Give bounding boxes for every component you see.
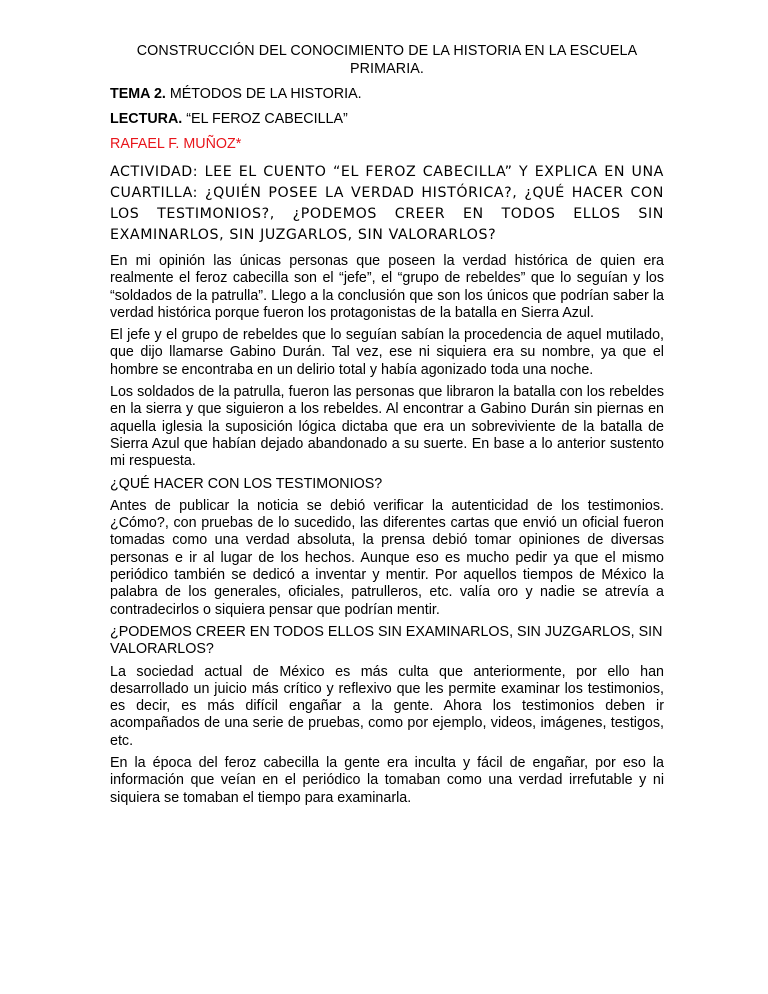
topic-text: MÉTODOS DE LA HISTORIA. bbox=[169, 86, 362, 102]
reading-text: “EL FEROZ CABECILLA” bbox=[186, 111, 348, 127]
activity-instructions: ACTIVIDAD: LEE EL CUENTO “EL FEROZ CABECILLA” Y EXPLICA EN UNA CUARTILLA: ¿QUIÉN POSEE LA VERDAD HISTÓRICA?, ¿QUÉ HACER CON LOS TESTIMONIOS?, ¿PODEMOS CREER EN TODOS ELLOS SIN EXAMINARLOS, SIN JUZGARLOS, SIN VALORARLOS? bbox=[110, 164, 664, 243]
topic-label: TEMA 2. bbox=[110, 86, 166, 102]
body-paragraph: En la época del feroz cabecilla la gente era inculta y fácil de engañar, por eso la información que veían en el periódico la tomaban como una verdad irrefutable y ni siquiera se tomaban el tiempo para examinarla. bbox=[110, 755, 664, 806]
body-paragraph: En mi opinión las únicas personas que poseen la verdad histórica de quien era realmente el feroz cabecilla son el “jefe”, el “grupo de rebeldes” que lo seguían y los “soldados de la patrulla”. Llego a la conclusión que son los únicos que podrían saber la verdad histórica porque fueron los protagonistas de la batalla en Sierra Azul. bbox=[110, 253, 664, 321]
body-paragraph: La sociedad actual de México es más culta que anteriormente, por ello han desarrollado un juicio más crítico y reflexivo que les permite examinar los testimonios, es decir, es más difícil engañar a la gente. Ahora los testimonios deben ir acompañados de una serie de pruebas, como por ejemplo, videos, imágenes, testigos, etc. bbox=[110, 663, 664, 749]
document-page bbox=[110, 42, 664, 812]
body-paragraph: El jefe y el grupo de rebeldes que lo seguían sabían la procedencia de aquel mutilado, que dijo llamarse Gabino Durán. Tal vez, ese ni siquiera era su nombre, ya que el hombre se encontraba en un delirio total y había agonizado toda una noche. bbox=[110, 327, 664, 378]
body-paragraph: Los soldados de la patrulla, fueron las personas que libraron la batalla con los rebeldes en la sierra y que siguieron a los rebeldes. Al encontrar a Gabino Durán sin piernas en aquella iglesia la suposición lógica dictaba que era un sobreviviente de la batalla de Sierra Azul que habían dejado abandonado a su suerte. En base a lo anterior sustento mi respuesta. bbox=[110, 384, 664, 470]
reading-label: LECTURA. bbox=[110, 111, 183, 127]
reading-line bbox=[110, 110, 664, 128]
body-paragraph: Antes de publicar la noticia se debió verificar la autenticidad de los testimonios. ¿Cómo?, con pruebas de lo sucedido, las diferentes cartas que envió un oficial fueron tomadas como una verdad absoluta, la prensa debió tomar opiniones de diversas personas e ir al lugar de los hechos. Aunque eso es mucho pedir ya que el mismo periódico también se dedicó a inventar y mentir. Por aquellos tiempos de México la palabra de los generales, oficiales, patrulleros, etc. valía oro y nadie se atrevía a contradecirlos o siquiera pensar que podrían mentir. bbox=[110, 497, 664, 618]
section-heading-creer: ¿PODEMOS CREER EN TODOS ELLOS SIN EXAMINARLOS, SIN JUZGARLOS, SIN VALORARLOS? bbox=[110, 623, 663, 658]
author-name: RAFAEL F. MUÑOZ* bbox=[110, 136, 242, 152]
topic-line bbox=[110, 85, 664, 103]
document-title: CONSTRUCCIÓN DEL CONOCIMIENTO DE LA HISTORIA EN LA ESCUELA PRIMARIA. bbox=[136, 43, 638, 77]
section-heading-testimonios: ¿QUÉ HACER CON LOS TESTIMONIOS? bbox=[110, 475, 383, 492]
